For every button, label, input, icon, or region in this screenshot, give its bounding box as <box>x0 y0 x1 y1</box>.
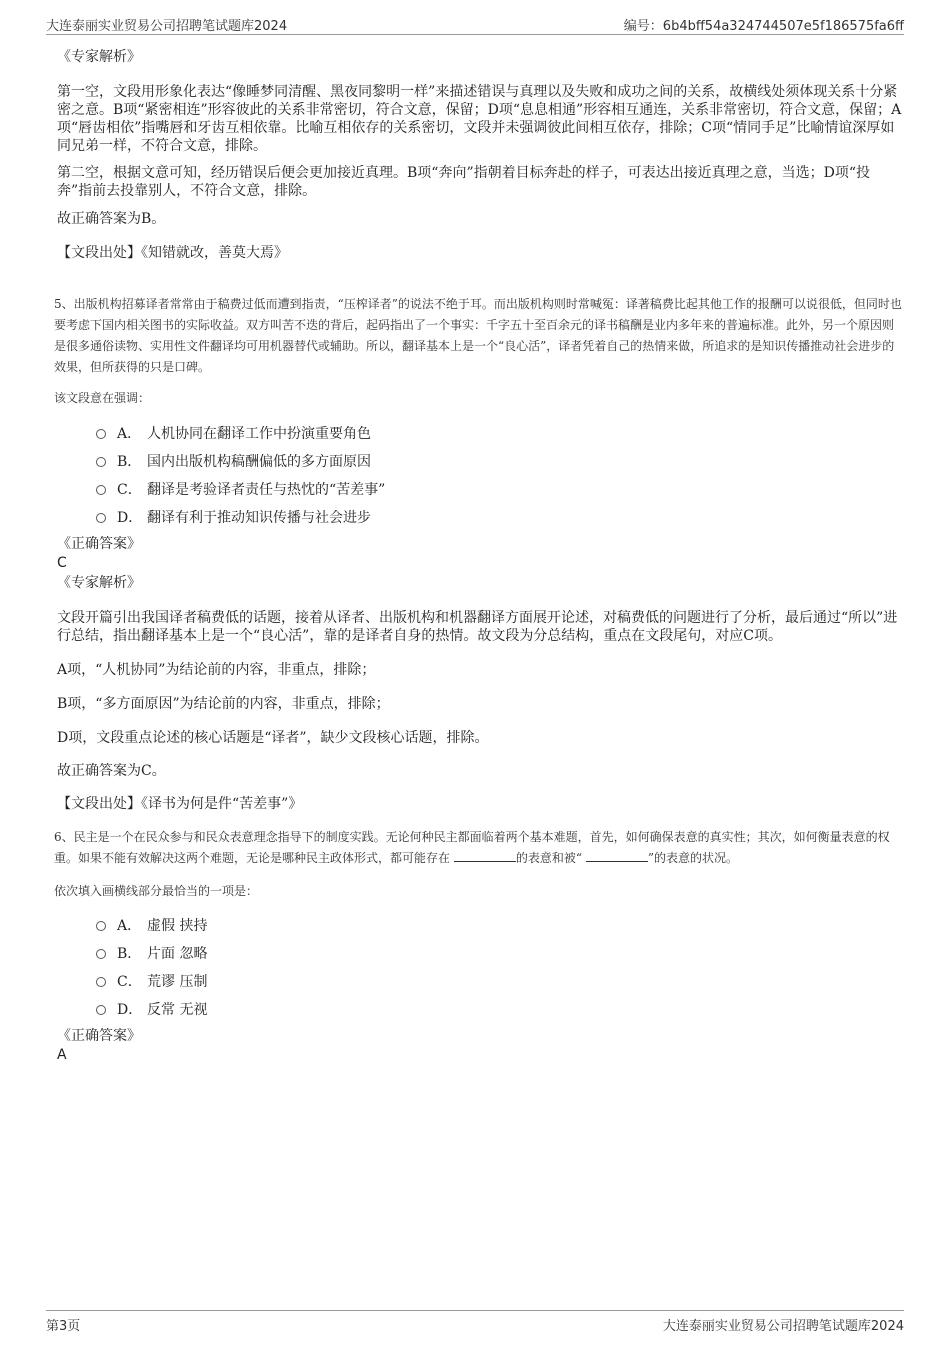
page-header <box>46 14 904 35</box>
q5-source: 【文段出处】《译书为何是件“苦差事”》 <box>57 796 303 812</box>
prev-analysis-para2: 第二空，根据文意可知，经历错误后便会更加接近真理。B项“奔向”指朝着目标奔赴的样子，可表达出接近真理之意，当选；D项“投奔”指前去投靠别人，不符合文意，排除。 <box>57 165 870 199</box>
q5-option-d[interactable] <box>57 505 904 533</box>
q6-stem-part2: 的表意和被“ <box>515 851 582 865</box>
q5-options <box>57 421 904 533</box>
q6-stem-part3: ”的表意的状况。 <box>647 851 738 865</box>
page-footer <box>46 1310 904 1333</box>
option-letter: D． <box>117 1002 143 1018</box>
q5-conclusion: 故正确答案为C。 <box>57 763 166 779</box>
radio-icon[interactable] <box>96 949 106 959</box>
q5-option-a[interactable] <box>57 421 904 449</box>
q6-blank-2 <box>586 850 648 862</box>
option-letter: A． <box>117 426 142 442</box>
q6-stem <box>54 827 904 869</box>
option-letter: B． <box>117 454 142 470</box>
q6-option-b[interactable] <box>57 941 904 969</box>
q6-answer-label: 《正确答案》 <box>57 1028 141 1044</box>
option-text: 国内出版机构稿酬偏低的多方面原因 <box>147 454 371 470</box>
prev-analysis-para1: 第一空，文段用形象化表达“像睡梦同清醒、黑夜同黎明一样”来描述错误与真理以及失败和成功之间的关系，故横线处须体现关系十分紧密之意。B项“紧密相连”形容彼此的关系非常密切，符合文意，保留；D项“息息相通”形容相互通连，关系非常密切，符合文意，保留；A项“唇齿相依”指嘴唇和牙齿互相依靠。比喻互相依存的关系密切，文段并未强调彼此间相互依存，排除；C项“情同手足”比喻情谊深厚如同兄弟一样，不符合文意，排除。 <box>57 84 902 154</box>
footer-title: 大连泰丽实业贸易公司招聘笔试题库2024 <box>662 1319 904 1334</box>
option-text: 翻译是考验译者责任与热忱的“苦差事” <box>147 482 386 498</box>
radio-icon[interactable] <box>96 457 106 467</box>
q5-analysis-label: 《专家解析》 <box>57 575 141 591</box>
q5-option-c[interactable] <box>57 477 904 505</box>
q5-answer: C <box>57 555 67 571</box>
option-letter: C． <box>117 482 142 498</box>
q5-analysis-para1: 文段开篇引出我国译者稿费低的话题，接着从译者、出版机构和机器翻译方面展开论述，对稿费低的问题进行了分析，最后通过“所以”进行总结，指出翻译基本上是一个“良心活”，靠的是译者自身的热情。故文段为分总结构，重点在文段尾句，对应C项。 <box>57 610 898 644</box>
q5-stem: 5、出版机构招募译者常常由于稿费过低而遭到指责，“压榨译者”的说法不绝于耳。而出版机构则时常喊冤：译著稿费比起其他工作的报酬可以说很低，但同时也要考虑下国内相关图书的实际收益。双方叫苦不迭的背后，起码指出了一个事实：千字五十至百余元的译书稿酬是业内多年来的普遍标准。此外，另一个原因则是很多通俗读物、实用性文件翻译均可用机器替代或辅助。所以，翻译基本上是一个“良心活”，译者凭着自己的热情来做，所追求的是知识传播推动社会进步的效果，但所获得的只是口碑。 <box>54 297 902 374</box>
q6-option-c[interactable] <box>57 969 904 997</box>
q6-option-d[interactable] <box>57 997 904 1025</box>
radio-icon[interactable] <box>96 977 106 987</box>
option-text: 片面 忽略 <box>147 946 208 962</box>
radio-icon[interactable] <box>96 429 106 439</box>
option-letter: A． <box>117 918 142 934</box>
option-text: 人机协同在翻译工作中扮演重要角色 <box>147 426 371 442</box>
q5-option-b[interactable] <box>57 449 904 477</box>
option-letter: C． <box>117 974 142 990</box>
prev-conclusion: 故正确答案为B。 <box>57 211 166 227</box>
q6-answer: A <box>57 1047 67 1063</box>
option-letter: D． <box>117 510 143 526</box>
prev-analysis-label: 《专家解析》 <box>57 49 141 65</box>
q5-answer-label: 《正确答案》 <box>57 536 141 552</box>
option-text: 荒谬 压制 <box>147 974 208 990</box>
option-text: 反常 无视 <box>147 1002 208 1018</box>
q6-prompt: 依次填入画横线部分最恰当的一项是： <box>54 884 259 898</box>
header-title: 大连泰丽实业贸易公司招聘笔试题库2024 <box>46 19 288 34</box>
radio-icon[interactable] <box>96 513 106 523</box>
q5-analysis-a: A项，“人机协同”为结论前的内容，非重点，排除； <box>57 662 376 678</box>
radio-icon[interactable] <box>96 921 106 931</box>
prev-source: 【文段出处】《知错就改，善莫大焉》 <box>57 245 288 261</box>
header-doc-id: 编号：6b4bff54a324744507e5f186575fa6ff <box>623 19 904 34</box>
q6-option-a[interactable] <box>57 913 904 941</box>
q5-prompt: 该文段意在强调： <box>54 391 151 405</box>
radio-icon[interactable] <box>96 1005 106 1015</box>
q5-analysis-b: B项，“多方面原因”为结论前的内容，非重点，排除； <box>57 696 390 712</box>
option-text: 虚假 挟持 <box>147 918 208 934</box>
q5-analysis-d: D项，文段重点论述的核心话题是“译者”，缺少文段核心话题，排除。 <box>57 730 489 746</box>
page-number: 第3页 <box>46 1319 81 1334</box>
radio-icon[interactable] <box>96 485 106 495</box>
q6-options <box>57 913 904 1025</box>
q6-stem-part1: 6、民主是一个在民众参与和民众表意理念指导下的制度实践。无论何种民主都面临着两个基本难题，首先，如何确保表意的真实性；其次，如何衡量表意的权重。如果不能有效解决这两个难题，无论是哪种民主政体形式，都可能存在 <box>54 830 890 865</box>
option-text: 翻译有利于推动知识传播与社会进步 <box>147 510 371 526</box>
page-content <box>54 44 904 1064</box>
option-letter: B． <box>117 946 142 962</box>
q6-blank-1 <box>454 850 516 862</box>
